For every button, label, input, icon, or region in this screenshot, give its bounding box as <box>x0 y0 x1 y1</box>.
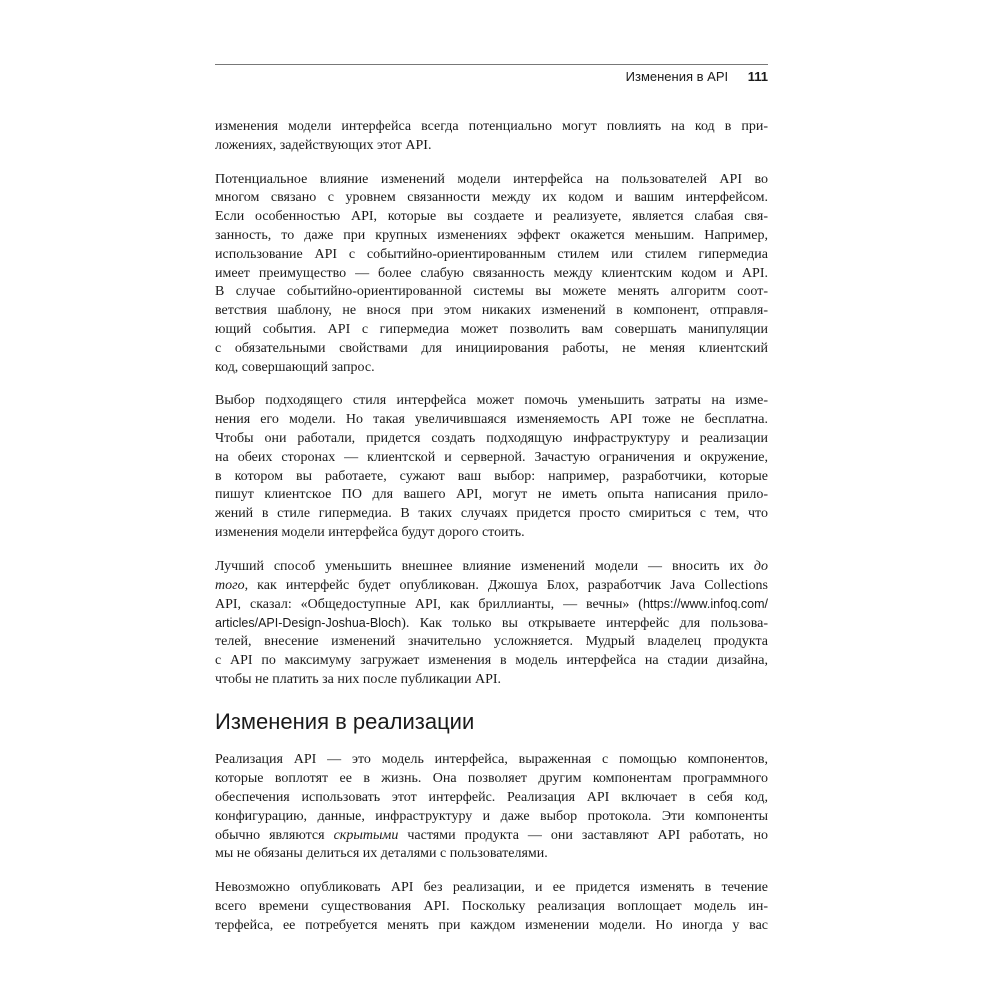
italic-run: того <box>215 577 245 593</box>
text-line: мы не обязаны делиться их деталями с пользователями. <box>215 846 548 862</box>
paragraph-5 <box>215 751 768 864</box>
text-line: В случае событийно-ориентированной системы вы можете менять алгоритм соот- <box>215 284 768 300</box>
text-line: телей, внесение изменений значительно усложняется. Мудрый владелец продукта <box>215 633 768 649</box>
text-line: с API по максимуму загружает изменения в модель интерфейса на стадии дизайна, <box>215 652 768 668</box>
page-body <box>215 118 768 950</box>
text-line: ложениях, задействующих этот API. <box>215 137 432 153</box>
text-line: использование API с событийно-ориентированным стилем или стилем гипермедиа <box>215 246 768 262</box>
text-line: нения его модели. Но такая увеличившаяся изменяемость API тоже не бесплатна. <box>215 412 768 428</box>
section-heading: Изменения в реализации <box>215 709 475 735</box>
text-line: которые воплотят ее в жизнь. Она позволяет другим компонентам программного <box>215 771 768 787</box>
paragraph-3 <box>215 392 768 542</box>
text-line: код, совершающий запрос. <box>215 359 375 375</box>
italic-run: до <box>753 558 768 574</box>
text-line: многом связано с уровнем связанности между их кодом и вашим интерфейсом. <box>215 190 768 206</box>
text-run: ). Как только вы открываете интерфейс для пользова- <box>401 616 768 632</box>
text-line: ющий события. API с гипермедиа может позволить вам совершать манипуляции <box>215 321 768 337</box>
text-line: чтобы не платить за них после публикации API. <box>215 671 502 687</box>
text-line: ветствия шаблону, не внося при этом никаких изменений в компонент, отправля- <box>215 303 768 319</box>
text-line: на обеих сторонах — клиентской и серверной. Зачастую ограничения и окружение, <box>215 449 768 465</box>
text-run: API, сказал: «Общедоступные API, как бриллианты, — вечны» ( <box>215 597 643 613</box>
paragraph-1 <box>215 118 768 156</box>
text-run: , как интерфейс будет опубликован. Джошуа Блох, разработчик Java Collections <box>244 577 768 593</box>
page-number: 111 <box>747 69 768 84</box>
running-head-title: Изменения в API <box>625 69 729 84</box>
text-run: частями продукта — они заставляют API работать, но <box>398 827 768 843</box>
text-line: Реализация API — это модель интерфейса, выраженная с помощью компонентов, <box>215 752 768 768</box>
text-line <box>215 827 768 846</box>
running-head <box>215 69 768 84</box>
text-line <box>215 577 768 596</box>
text-line: имеет преимущество — более слабую связанность между клиентским кодом и API. <box>215 265 768 281</box>
text-run: обычно являются <box>215 827 334 843</box>
text-line <box>215 614 768 633</box>
text-line: пишут клиентское ПО для вашего API, могут не иметь опыта написания прило- <box>215 487 768 503</box>
text-line: Невозможно опубликовать API без реализации, и ее придется изменять в течение <box>215 880 768 896</box>
text-line: в котором вы работаете, сужают ваш выбор: например, разработчики, которые <box>215 468 768 484</box>
italic-run: скрытыми <box>333 827 399 843</box>
text-line: с обязательными свойствами для инициирования работы, не меняя клиентский <box>215 340 768 356</box>
url-link[interactable]: https://www.infoq.com/ <box>642 597 768 612</box>
text-line: занность, то даже при крупных изменениях эффект окажется меньшим. Например, <box>215 227 768 243</box>
text-line <box>215 595 768 614</box>
paragraph-2 <box>215 171 768 378</box>
text-line: изменения модели интерфейса всегда потенциально могут повлиять на код в при- <box>215 119 768 134</box>
text-run: Лучший способ уменьшить внешнее влияние изменений модели — вносить их <box>215 558 754 574</box>
text-line: Если особенностью API, которые вы создаете и реализуете, является слабая свя- <box>215 209 768 225</box>
text-line: Чтобы они работали, придется создать подходящую инфраструктуру и реализации <box>215 430 768 446</box>
text-line: жений в стиле гипермедиа. В таких случаях придется просто смириться с тем, что <box>215 506 768 522</box>
text-line: Потенциальное влияние изменений модели интерфейса на пользователей API во <box>215 171 768 187</box>
url-link[interactable]: articles/API-Design-Joshua-Bloch <box>215 616 402 631</box>
text-line: терфейса, ее потребуется менять при каждом изменении модели. Но иногда у вас <box>215 917 768 933</box>
text-line: обеспечения использовать этот интерфейс. Реализация API включает в себя код, <box>215 789 768 805</box>
text-line: всего времени существования API. Поскольку реализация воплощает модель ин- <box>215 898 768 914</box>
header-rule <box>215 64 768 65</box>
text-line <box>215 558 768 577</box>
text-line: Выбор подходящего стиля интерфейса может помочь уменьшить затраты на изме- <box>215 393 768 409</box>
text-line: изменения модели интерфейса будут дорого стоить. <box>215 524 525 540</box>
paragraph-6 <box>215 879 768 935</box>
paragraph-4 <box>215 558 768 690</box>
text-line: конфигурацию, данные, инфраструктуру и даже выбор протокола. Эти компоненты <box>215 808 768 824</box>
